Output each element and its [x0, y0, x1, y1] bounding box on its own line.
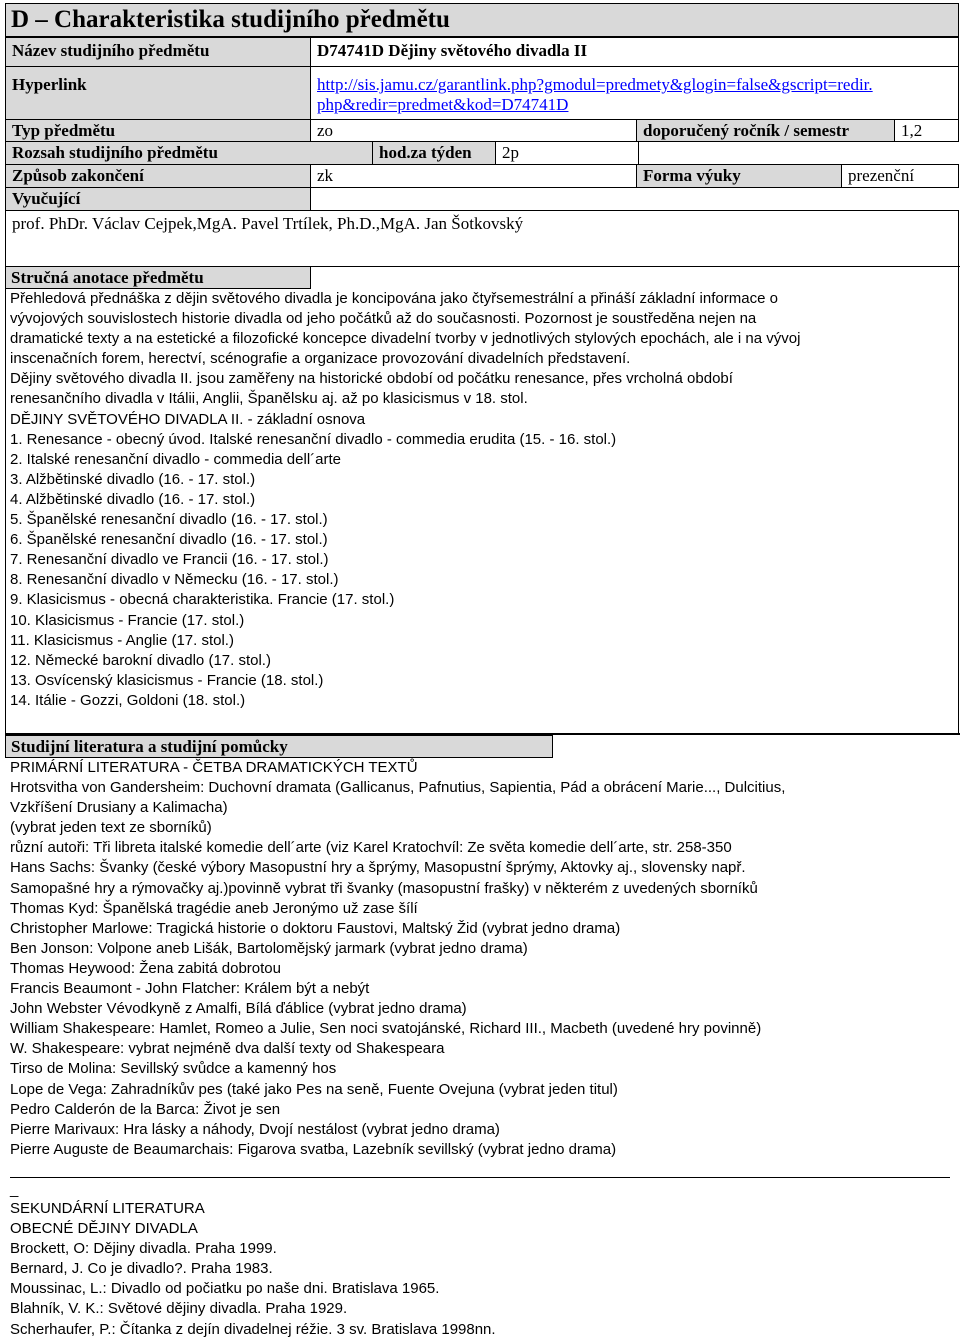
year-label: doporučený ročník / semestr — [636, 119, 895, 142]
secondary-line: Scherhaufer, P.: Čítanka z dejín divadelnej réžie. 3 sv. Bratislava 1998nn. — [10, 1320, 496, 1338]
annotation-line: 6. Španělské renesanční divadlo (16. - 17. stol.) — [10, 531, 328, 549]
completion-label: Způsob zakončení — [5, 164, 311, 188]
secondary-line: Blahník, V. K.: Světové dějiny divadla. Praha 1929. — [10, 1300, 348, 1318]
hyperlink-line1[interactable]: http://sis.jamu.cz/garantlink.php?gmodul=predmety&glogin=false&gscript=redir. — [317, 75, 873, 94]
literature-line: PRIMÁRNÍ LITERATURA - ČETBA DRAMATICKÝCH TEXTŮ — [10, 759, 418, 776]
annotation-line: 5. Španělské renesanční divadlo (16. - 17. stol.) — [10, 511, 328, 529]
literature-line: Thomas Kyd: Španělská tragédie aneb Jeronýmo už zase šílí — [10, 899, 418, 917]
annotation-line: inscenačních forem, herectví, scénografie a organizace provozování divadelních představení. — [10, 350, 631, 368]
annotation-right-rule — [958, 266, 959, 733]
separator-rule — [10, 1177, 950, 1178]
type-label: Typ předmětu — [5, 119, 311, 142]
hours-label: hod.za týden — [372, 141, 496, 165]
literature-line: Christopher Marlowe: Tragická historie o doktoru Faustovi, Maltský Žid (vybrat jedno drama) — [10, 919, 621, 937]
annotation-line: 10. Klasicismus - Francie (17. stol.) — [10, 611, 245, 629]
scope-label: Rozsah studijního předmětu — [5, 141, 373, 165]
annotation-line: DĚJINY SVĚTOVÉHO DIVADLA II. - základní osnova — [10, 410, 366, 428]
secondary-line: Bernard, J. Co je divadlo?. Praha 1983. — [10, 1260, 273, 1278]
annotation-line: 9. Klasicismus - obecná charakteristika. Francie (17. stol.) — [10, 591, 395, 609]
annotation-line: 1. Renesance - obecný úvod. Italské renesanční divadlo - commedia erudita (15. - 16. stol.) — [10, 430, 617, 448]
annotation-left-rule — [5, 266, 6, 733]
type-value: zo — [310, 119, 637, 142]
hyperlink-label: Hyperlink — [5, 66, 311, 120]
annotation-line: dramatické texty a na estetické a filozofické koncepce divadelní tvorby v jednotlivých stylových epochách, ale i na vývoj — [10, 330, 801, 348]
literature-body — [10, 758, 950, 1160]
annotation-line: 3. Alžbětinské divadlo (16. - 17. stol.) — [10, 470, 256, 488]
teachers-value: prof. PhDr. Václav Cejpek,MgA. Pavel Trtílek, Ph.D.,MgA. Jan Šotkovský — [5, 210, 959, 266]
secondary-line: Brockett, O: Dějiny divadla. Praha 1999. — [10, 1240, 277, 1258]
hours-value: 2p — [495, 141, 639, 165]
literature-line: různí autoři: Tři libreta italské komedie dell´arte (viz Karel Kratochvíl: Ze světa komedie dell´arte, str. 258-350 — [10, 839, 732, 857]
literature-line: Ben Jonson: Volpone aneb Lišák, Bartolomějský jarmark (vybrat jedno drama) — [10, 939, 528, 957]
literature-line: Lope de Vega: Zahradníkův pes (také jako Pes na seně, Fuente Ovejuna (vybrat jeden titul) — [10, 1080, 618, 1098]
literature-line: Francis Beaumont - John Flatcher: Králem být a nebýt — [10, 980, 370, 998]
literature-line: Hans Sachs: Švanky (české výbory Masopustní hry a šprýmy, Masopustní šprýmy, Aktovky aj., slovensky např. — [10, 859, 746, 877]
literature-line: Pierre Auguste de Beaumarchais: Figarova svatba, Lazebník sevillský (vybrat jedno drama) — [10, 1140, 617, 1158]
hyperlink-line2[interactable]: php&redir=predmet&kod=D74741D — [317, 95, 569, 114]
annotation-line: Dějiny světového divadla II. jsou zaměřeny na historické období od počátku renesance, přes vrcholná období — [10, 370, 733, 388]
annotation-line: renesančního divadla v Itálii, Anglii, Španělsku aj. až po klasicismus v 18. stol. — [10, 390, 528, 408]
form-label: Forma výuky — [636, 164, 842, 188]
literature-line: Pierre Marivaux: Hra lásky a náhody, Dvojí nestálost (vybrat jedno drama) — [10, 1120, 500, 1138]
secondary-line: OBECNÉ DĚJINY DIVADLA — [10, 1220, 198, 1238]
page-title: D – Charakteristika studijního předmětu — [5, 3, 959, 37]
literature-line: Pedro Calderón de la Barca: Život je sen — [10, 1100, 281, 1118]
year-value: 1,2 — [894, 119, 959, 142]
literature-line: Vzkříšení Drusiany a Kalimacha) — [10, 799, 228, 817]
secondary-line: SEKUNDÁRNÍ LITERATURA — [10, 1200, 205, 1217]
literature-line: Samopašné hry a rýmovačky aj.)povinně vybrat tři švanky (masopustní frašky) v některém z uvedených sborníků — [10, 879, 758, 897]
annotation-line: 11. Klasicismus - Anglie (17. stol.) — [10, 631, 234, 649]
secondary-body — [10, 1199, 950, 1340]
teachers-label: Vyučující — [5, 187, 311, 211]
literature-line: Tirso de Molina: Sevillský svůdce a kamenný hos — [10, 1060, 337, 1078]
course-name-label: Název studijního předmětu — [5, 37, 311, 67]
annotation-line: 2. Italské renesanční divadlo - commedia dell´arte — [10, 450, 341, 468]
secondary-line: Moussinac, L.: Divadlo od počiatku po naše dni. Bratislava 1965. — [10, 1280, 440, 1298]
literature-line: Thomas Heywood: Žena zabitá dobrotou — [10, 959, 281, 977]
literature-line: Hrotsvitha von Gandersheim: Duchovní dramata (Gallicanus, Pafnutius, Sapientia, Pád a obrácení Marie..., Dulcitius, — [10, 779, 786, 797]
literature-label: Studijní literatura a studijní pomůcky — [5, 735, 553, 758]
hyperlink-cell — [310, 66, 959, 120]
annotation-line: Přehledová přednáška z dějin světového divadla je koncipována jako čtyřsemestrální a přináší základní informace o — [10, 290, 778, 307]
annotation-line: 13. Osvícenský klasicismus - Francie (18. stol.) — [10, 671, 324, 689]
annotation-line: 8. Renesanční divadlo v Německu (16. - 17. stol.) — [10, 571, 339, 589]
literature-line: (vybrat jeden text ze sborníků) — [10, 819, 212, 837]
annotation-label: Stručná anotace předmětu — [5, 266, 311, 289]
form-value: prezenční — [841, 164, 959, 188]
separator-dash: _ — [10, 1181, 19, 1198]
annotation-line: 7. Renesanční divadlo ve Francii (16. - 17. stol.) — [10, 551, 329, 569]
annotation-line: 12. Německé barokní divadlo (17. stol.) — [10, 651, 271, 669]
annotation-line: 14. Itálie - Gozzi, Goldoni (18. stol.) — [10, 691, 246, 709]
literature-line: John Webster Vévodkyně z Amalfi, Bílá ďáblice (vybrat jedno drama) — [10, 1000, 467, 1018]
annotation-line: vývojových souvislostech historie divadla od jeho počátků až do současnosti. Pozornost je soustředěna nejen na — [10, 310, 757, 328]
literature-line: William Shakespeare: Hamlet, Romeo a Julie, Sen noci svatojánské, Richard III., Macbeth (uvedené hry povinně) — [10, 1020, 762, 1038]
literature-line: W. Shakespeare: vybrat nejméně dva další texty od Shakespeara — [10, 1040, 445, 1058]
completion-value: zk — [310, 164, 637, 188]
course-name-value: D74741D Dějiny světového divadla II — [310, 37, 959, 67]
annotation-line: 4. Alžbětinské divadlo (16. - 17. stol.) — [10, 490, 256, 508]
annotation-body — [10, 289, 950, 711]
